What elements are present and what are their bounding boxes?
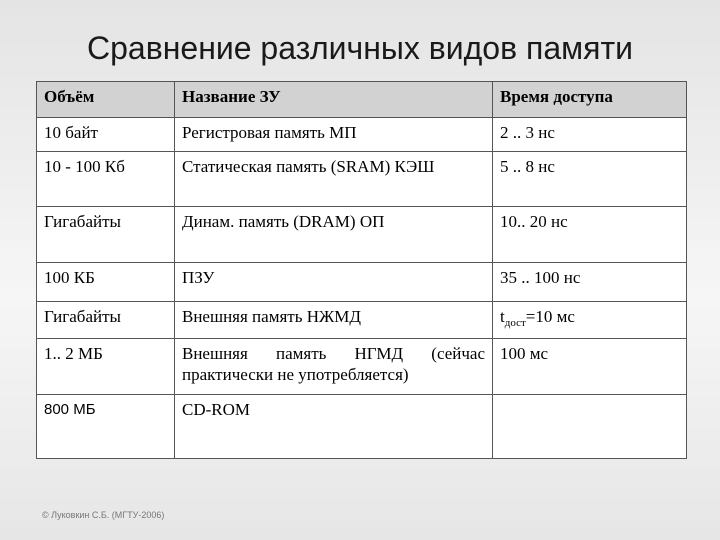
access-time-value: =10 мс — [525, 307, 575, 326]
access-time-subscript: дост — [504, 317, 526, 329]
cell-access-time — [493, 302, 687, 339]
header-volume: Объём — [37, 82, 175, 118]
cell-volume: 100 КБ — [37, 263, 175, 302]
access-time-symbol: t — [500, 307, 505, 326]
table-header-row — [37, 82, 687, 118]
table-row — [37, 395, 687, 459]
table-row — [37, 118, 687, 152]
slide-title: Сравнение различных видов памяти — [87, 30, 633, 66]
cell-storage-name: Статическая память (SRAM) КЭШ — [175, 152, 493, 207]
cell-storage-name: Динам. память (DRAM) ОП — [175, 207, 493, 263]
cell-volume: Гигабайты — [37, 207, 175, 263]
cell-access-time — [493, 395, 687, 459]
cell-volume: 1.. 2 МБ — [37, 339, 175, 395]
header-access-time: Время доступа — [493, 82, 687, 118]
cell-storage-name: Внешняя память НГМД (сейчас практически не употребляется) — [175, 339, 493, 395]
table-row — [37, 207, 687, 263]
table-row — [37, 302, 687, 339]
cell-access-time: 100 мс — [493, 339, 687, 395]
cell-access-time: 5 .. 8 нс — [493, 152, 687, 207]
cell-storage-name: Внешняя память НЖМД — [175, 302, 493, 339]
cell-volume: 10 байт — [37, 118, 175, 152]
table-row — [37, 339, 687, 395]
copyright-footer: © Луковкин С.Б. (МГТУ-2006) — [42, 510, 165, 520]
cell-volume: 800 МБ — [37, 395, 175, 459]
table-row — [37, 152, 687, 207]
cell-storage-name: ПЗУ — [175, 263, 493, 302]
cell-storage-name: CD-ROM — [175, 395, 493, 459]
cell-volume: Гигабайты — [37, 302, 175, 339]
header-storage-name: Название ЗУ — [175, 82, 493, 118]
cell-storage-name: Регистровая память МП — [175, 118, 493, 152]
cell-access-time: 2 .. 3 нс — [493, 118, 687, 152]
cell-access-time: 35 .. 100 нс — [493, 263, 687, 302]
cell-volume: 10 - 100 Кб — [37, 152, 175, 207]
table-row — [37, 263, 687, 302]
cell-access-time: 10.. 20 нс — [493, 207, 687, 263]
memory-comparison-table — [36, 81, 687, 459]
